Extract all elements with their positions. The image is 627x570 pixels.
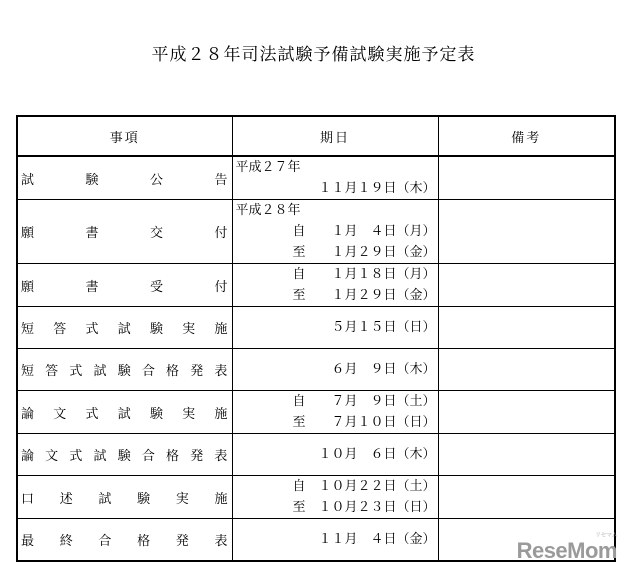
date-line: [233, 359, 438, 380]
range-prefix: 至: [292, 415, 306, 430]
date-text: １月 ４日（月）: [331, 224, 436, 239]
item-cell: [17, 434, 232, 476]
date-text: １０月２３日（日）: [318, 500, 436, 515]
item-cell: [17, 519, 232, 561]
date-cell: [232, 476, 438, 519]
era-year-line: [233, 157, 438, 178]
range-prefix: 自: [292, 394, 306, 409]
date-text: １０月２２日（土）: [318, 479, 436, 494]
table-row: [17, 264, 615, 307]
era-year-line: [233, 200, 438, 221]
item-cell: [17, 307, 232, 349]
date-line: [233, 444, 438, 465]
item-label: 願 書 交 付: [21, 226, 228, 241]
header-remarks: 備考: [438, 116, 615, 156]
schedule-table: [16, 115, 616, 562]
table-header-row: [17, 116, 615, 156]
item-label: 論 文 式 試 験 実 施: [21, 406, 228, 422]
range-prefix: 自: [292, 224, 306, 239]
item-label: 口 述 試 験 実 施: [21, 491, 228, 507]
date-line: [233, 317, 438, 338]
range-prefix: 至: [292, 500, 306, 515]
item-label: 願 書 受 付: [21, 279, 228, 295]
item-label: 論 文 式 試 験 合 格 発 表: [21, 449, 228, 464]
item-cell: [17, 200, 232, 264]
page-title: 平成２８年司法試験予備試験実施予定表: [151, 45, 476, 65]
item-cell: [17, 391, 232, 434]
date-text: 平成２７年: [235, 160, 301, 175]
item-label: 最 終 合 格 発 表: [21, 533, 228, 549]
date-cell: [232, 200, 438, 264]
date-cell: [232, 391, 438, 434]
date-cell: [232, 349, 438, 391]
date-text: １１月 ４日（金）: [318, 531, 436, 547]
resemom-watermark-logo: [516, 533, 617, 564]
date-cell: [232, 434, 438, 476]
watermark-text: ReseMom: [516, 538, 617, 563]
date-line: [233, 221, 438, 242]
date-line: [233, 178, 438, 199]
table-row: [17, 200, 615, 264]
date-text: １１月１９日（木）: [318, 181, 436, 196]
item-label: 試 験 公 告: [21, 172, 228, 188]
range-prefix: 自: [292, 267, 306, 282]
date-line: [233, 412, 438, 433]
date-line: [233, 264, 438, 285]
item-cell: [17, 156, 232, 200]
item-cell: [17, 264, 232, 307]
date-text: 平成２８年: [235, 203, 301, 218]
item-cell: [17, 349, 232, 391]
header-date: 期日: [232, 116, 438, 156]
date-text: １月２９日（金）: [331, 245, 436, 260]
date-cell: [232, 264, 438, 307]
date-cell: [232, 307, 438, 349]
date-text: ６月 ９日（木）: [331, 362, 436, 377]
table-row: [17, 434, 615, 476]
header-item: 事項: [17, 116, 232, 156]
range-prefix: 自: [292, 479, 306, 494]
date-cell: [232, 156, 438, 200]
date-text: ５月１５日（日）: [331, 320, 436, 335]
date-text: ７月１０日（日）: [331, 415, 436, 430]
date-line: [233, 391, 438, 412]
remarks-cell: [438, 434, 615, 476]
date-text: １月２９日（金）: [331, 288, 436, 303]
date-line: [233, 476, 438, 497]
table-row: [17, 307, 615, 349]
remarks-cell: [438, 200, 615, 264]
remarks-cell: [438, 307, 615, 349]
table-row: [17, 476, 615, 519]
date-text: １月１８日（月）: [331, 267, 436, 282]
range-prefix: 至: [292, 288, 306, 303]
item-label: 短 答 式 試 験 実 施: [21, 322, 228, 337]
remarks-cell: [438, 476, 615, 519]
remarks-cell: [438, 349, 615, 391]
table-row: [17, 349, 615, 391]
date-line: [233, 285, 438, 306]
item-cell: [17, 476, 232, 519]
date-text: １０月 ６日（木）: [318, 447, 436, 462]
table-row: [17, 156, 615, 200]
date-text: ７月 ９日（土）: [331, 394, 436, 409]
date-line: [233, 242, 438, 263]
remarks-cell: [438, 264, 615, 307]
date-line: [233, 529, 438, 550]
date-line: [233, 497, 438, 518]
item-label: 短 答 式 試 験 合 格 発 表: [21, 364, 228, 379]
remarks-cell: [438, 156, 615, 200]
range-prefix: 至: [292, 245, 306, 260]
watermark-subtext: リセマム: [595, 533, 617, 539]
remarks-cell: [438, 391, 615, 434]
table-row: [17, 391, 615, 434]
date-cell: [232, 519, 438, 561]
